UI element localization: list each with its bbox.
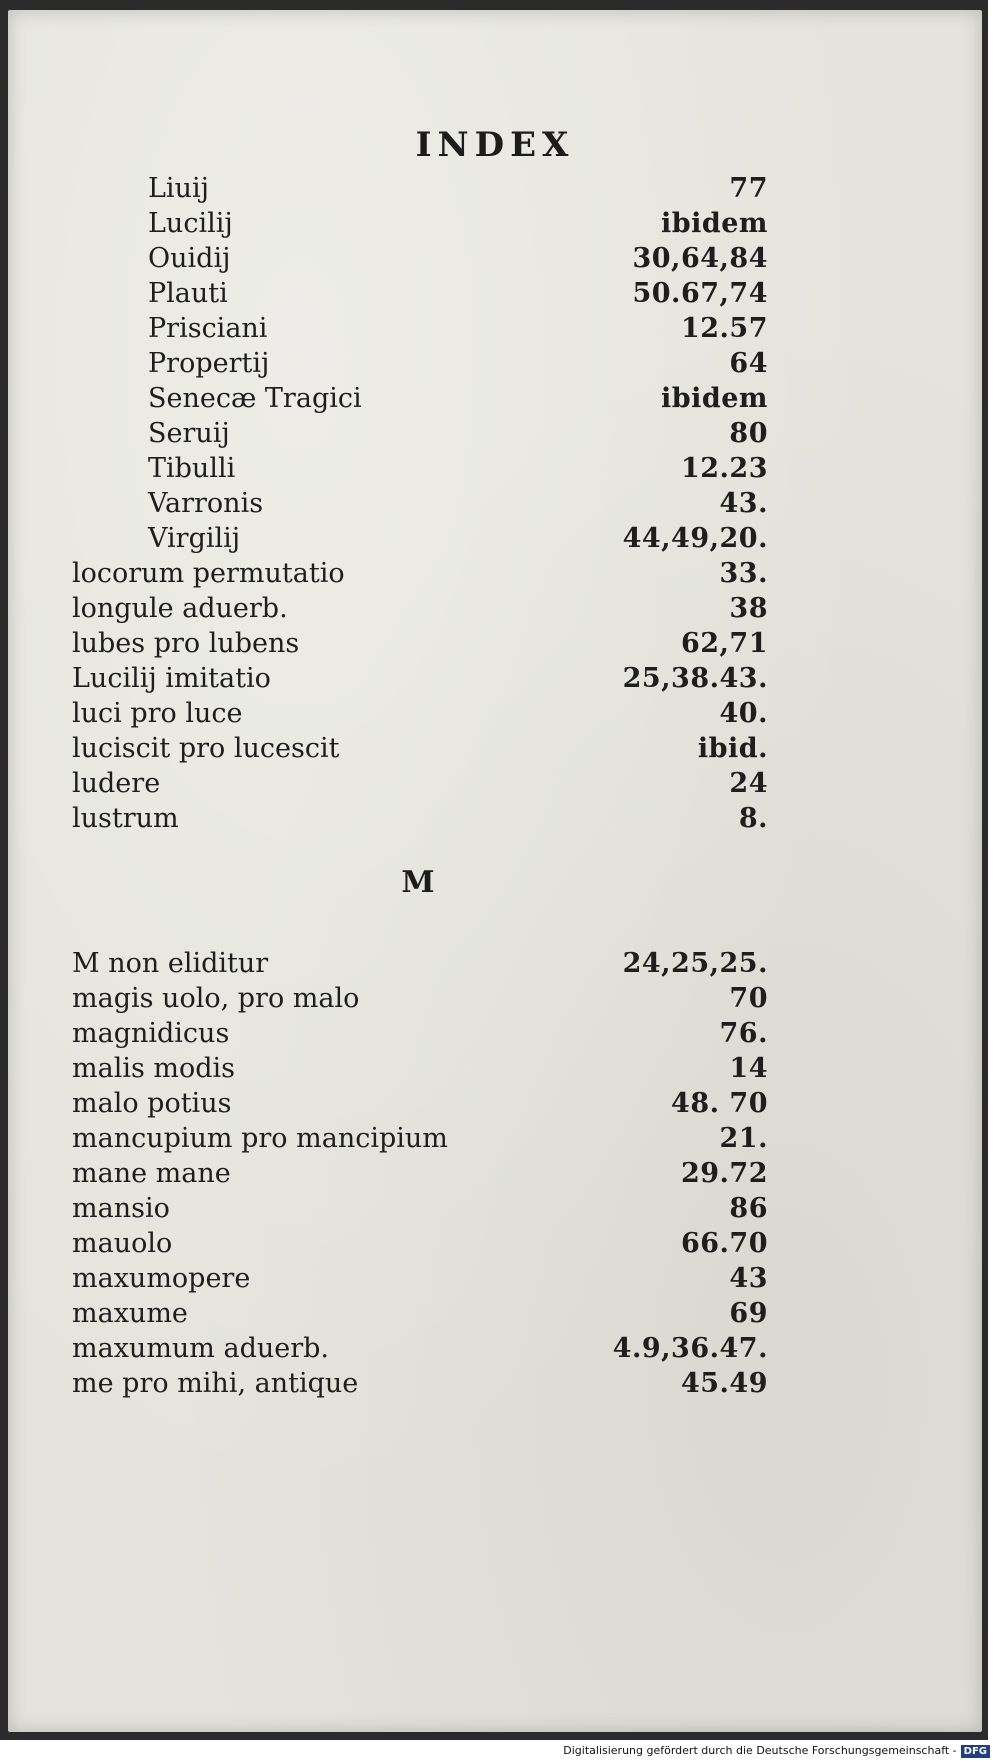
- entry-term: magis uolo, pro malo: [72, 983, 360, 1014]
- entry-pages: 24: [729, 768, 768, 799]
- entry-pages: 12.23: [680, 453, 768, 484]
- index-entry: [72, 1228, 768, 1264]
- index-entry: [72, 1018, 768, 1054]
- entry-pages: 76.: [719, 1018, 768, 1049]
- page-header: INDEX: [415, 125, 575, 165]
- index-entry: [72, 948, 768, 984]
- entry-pages: 30,64,84: [632, 243, 768, 274]
- entry-pages: 70: [729, 983, 768, 1014]
- index-entry: [148, 488, 768, 524]
- entry-term: M non eliditur: [72, 948, 269, 979]
- index-entry: [148, 243, 768, 279]
- entry-term: luci pro luce: [72, 698, 243, 729]
- entry-term: Tibulli: [148, 453, 236, 484]
- entry-term: me pro mihi, antique: [72, 1368, 359, 1399]
- entry-term: mancupium pro mancipium: [72, 1123, 448, 1154]
- entry-term: mane mane: [72, 1158, 231, 1189]
- entry-term: ludere: [72, 768, 161, 799]
- entry-pages: 29.72: [680, 1158, 768, 1189]
- entry-term: Liuij: [148, 173, 209, 204]
- entry-term: maxumum aduerb.: [72, 1333, 330, 1364]
- entry-pages: 80: [729, 418, 768, 449]
- entry-pages: ibid.: [697, 733, 768, 764]
- index-entry: [72, 1368, 768, 1404]
- index-entry: [72, 1263, 768, 1299]
- index-entry: [148, 278, 768, 314]
- entry-pages: 24,25,25.: [622, 948, 768, 979]
- entry-pages: 12.57: [680, 313, 768, 344]
- entry-term: Seruij: [148, 418, 230, 449]
- entry-pages: 38: [729, 593, 768, 624]
- entry-term: malo potius: [72, 1088, 232, 1119]
- entry-pages: 40.: [719, 698, 768, 729]
- index-entry: [148, 348, 768, 384]
- index-entry: [72, 768, 768, 804]
- index-entry: [72, 593, 768, 629]
- entry-pages: ibidem: [660, 208, 768, 239]
- entry-pages: 4.9,36.47.: [612, 1333, 768, 1364]
- entry-term: mansio: [72, 1193, 170, 1224]
- index-entry: [72, 1123, 768, 1159]
- index-entry: [72, 628, 768, 664]
- entry-term: Ouidij: [148, 243, 231, 274]
- index-entry: [72, 1298, 768, 1334]
- entry-term: Lucilij imitatio: [72, 663, 271, 694]
- index-entry: [72, 1088, 768, 1124]
- entry-pages: 33.: [719, 558, 768, 589]
- entry-term: Prisciani: [148, 313, 268, 344]
- credit-text: Digitalisierung gefördert durch die Deutsche Forschungsgemeinschaft -: [563, 1744, 957, 1757]
- index-entry: [72, 733, 768, 769]
- index-entry: [148, 313, 768, 349]
- entry-term: locorum permutatio: [72, 558, 345, 589]
- entry-term: lustrum: [72, 803, 179, 834]
- entry-pages: 86: [729, 1193, 768, 1224]
- entry-term: lubes pro lubens: [72, 628, 300, 659]
- index-entry: [72, 803, 768, 839]
- entry-term: Propertij: [148, 348, 270, 379]
- section-heading: M: [401, 865, 435, 900]
- entry-pages: 64: [729, 348, 768, 379]
- entry-pages: 43: [729, 1263, 768, 1294]
- entry-term: magnidicus: [72, 1018, 230, 1049]
- entry-term: maxumopere: [72, 1263, 251, 1294]
- index-entry: [72, 1053, 768, 1089]
- entry-term: Plauti: [148, 278, 228, 309]
- entry-pages: 69: [729, 1298, 768, 1329]
- entry-term: longule aduerb.: [72, 593, 288, 624]
- index-entry: [72, 663, 768, 699]
- entry-term: luciscit pro lucescit: [72, 733, 340, 764]
- digitization-credit: [563, 1744, 990, 1758]
- entry-pages: 50.67,74: [632, 278, 768, 309]
- entry-pages: 62,71: [680, 628, 768, 659]
- index-entry: [148, 418, 768, 454]
- entry-pages: 44,49,20.: [622, 523, 768, 554]
- index-entry: [148, 173, 768, 209]
- entry-pages: 43.: [719, 488, 768, 519]
- entry-pages: 25,38.43.: [622, 663, 768, 694]
- index-entry: [72, 1158, 768, 1194]
- index-entry: [148, 453, 768, 489]
- entry-term: Lucilij: [148, 208, 233, 239]
- index-entry: [148, 523, 768, 559]
- index-entry: [148, 383, 768, 419]
- entry-pages: 45.49: [680, 1368, 768, 1399]
- index-entry: [72, 1333, 768, 1369]
- index-entry: [72, 698, 768, 734]
- entry-term: Virgilij: [148, 523, 241, 554]
- entry-pages: 66.70: [680, 1228, 768, 1259]
- entry-term: maxume: [72, 1298, 188, 1329]
- entry-pages: 21.: [719, 1123, 768, 1154]
- entry-pages: 77: [729, 173, 768, 204]
- entry-term: Varronis: [148, 488, 264, 519]
- entry-pages: 48. 70: [671, 1088, 768, 1119]
- index-entry: [72, 1193, 768, 1229]
- book-page: [8, 10, 982, 1732]
- entry-term: malis modis: [72, 1053, 236, 1084]
- entry-term: Senecæ Tragici: [148, 383, 362, 414]
- index-entry: [72, 983, 768, 1019]
- entry-pages: 14: [729, 1053, 768, 1084]
- entry-term: mauolo: [72, 1228, 173, 1259]
- entry-pages: 8.: [738, 803, 768, 834]
- index-entry: [148, 208, 768, 244]
- entry-pages: ibidem: [660, 383, 768, 414]
- dfg-logo: DFG: [961, 1745, 990, 1758]
- index-entry: [72, 558, 768, 594]
